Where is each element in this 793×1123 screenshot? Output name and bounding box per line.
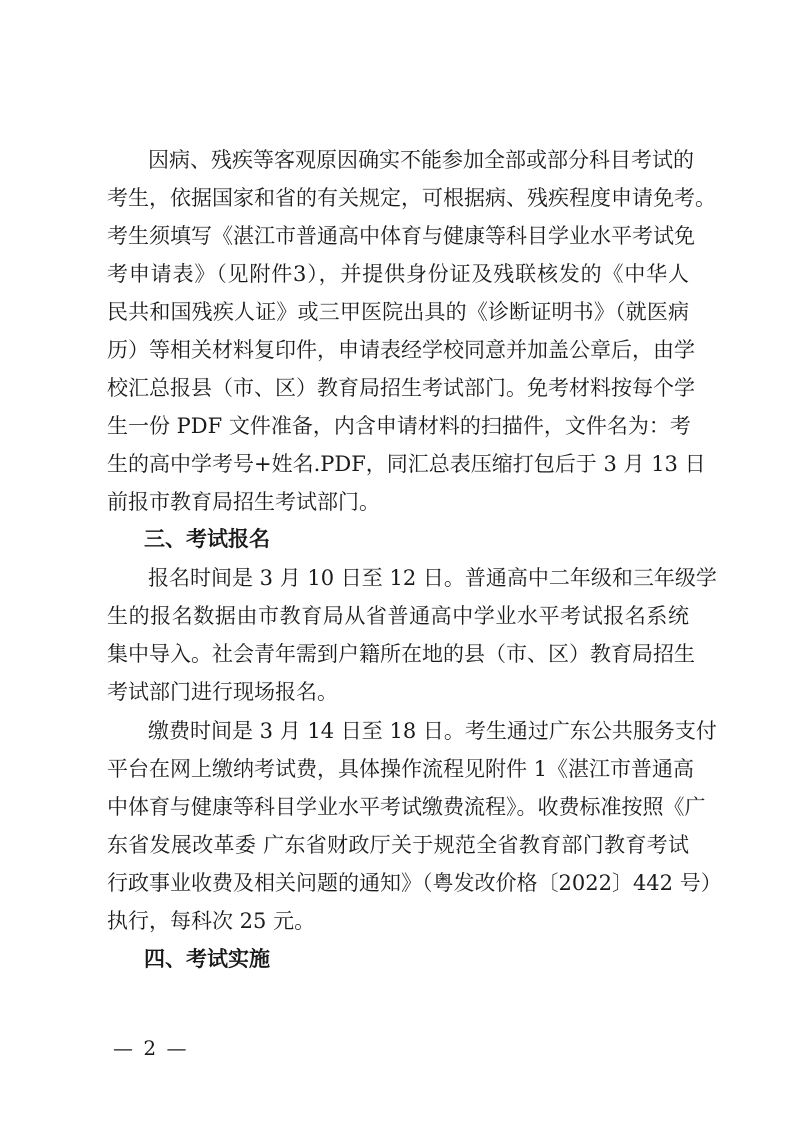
section-heading-registration: 三、考试报名	[144, 526, 270, 551]
text-line: 考生，依据国家和省的有关规定，可根据病、残疾程度申请免考。	[107, 186, 716, 210]
text-line: 集中导入。社会青年需到户籍所在地的县（市、区）教育局招生	[107, 642, 695, 666]
text-line: 生的报名数据由市教育局从省普通高中学业水平考试报名系统	[107, 604, 689, 628]
text-line: 生一份 PDF 文件准备，内含申请材料的扫描件，文件名为：考	[107, 414, 691, 438]
text-line: 中体育与健康等科目学业水平考试缴费流程》。收费标准按照《广	[107, 795, 706, 819]
text-line: 执行，每科次 25 元。	[107, 909, 316, 933]
text-line: 考生须填写《湛江市普通高中体育与健康等科目学业水平考试免	[107, 224, 695, 248]
text-line: 行政事业收费及相关问题的通知》（粤发改价格〔2022〕442 号）	[107, 871, 722, 895]
text-line: 校汇总报县（市、区）教育局招生考试部门。免考材料按每个学	[107, 376, 695, 400]
text-line: 缴费时间是 3 月 14 日至 18 日。考生通过广东公共服务支付	[148, 719, 717, 743]
text-line: 报名时间是 3 月 10 日至 12 日。普通高中二年级和三年级学	[148, 566, 717, 590]
text-line: 前报市教育局招生考试部门。	[107, 490, 380, 514]
text-line: 考试部门进行现场报名。	[107, 680, 338, 704]
section-heading-exam-implementation: 四、考试实施	[144, 946, 270, 971]
text-line: 历）等相关材料复印件，申请表经学校同意并加盖公章后，由学	[107, 338, 695, 362]
text-line: 考申请表》（见附件3），并提供身份证及残联核发的《中华人	[107, 262, 689, 286]
text-line: 东省发展改革委 广东省财政厅关于规范全省教育部门教育考试	[107, 833, 689, 857]
text-line: 平台在网上缴纳考试费，具体操作流程见附件 1《湛江市普通高	[107, 757, 695, 781]
text-line: 生的高中学考号+姓名.PDF，同汇总表压缩打包后于 3 月 13 日	[107, 452, 706, 476]
text-line: 民共和国残疾人证》或三甲医院出具的《诊断证明书》（就医病	[107, 300, 689, 324]
page-number: — 2 —	[113, 1036, 189, 1060]
text-line: 因病、残疾等客观原因确实不能参加全部或部分科目考试的	[148, 148, 694, 172]
